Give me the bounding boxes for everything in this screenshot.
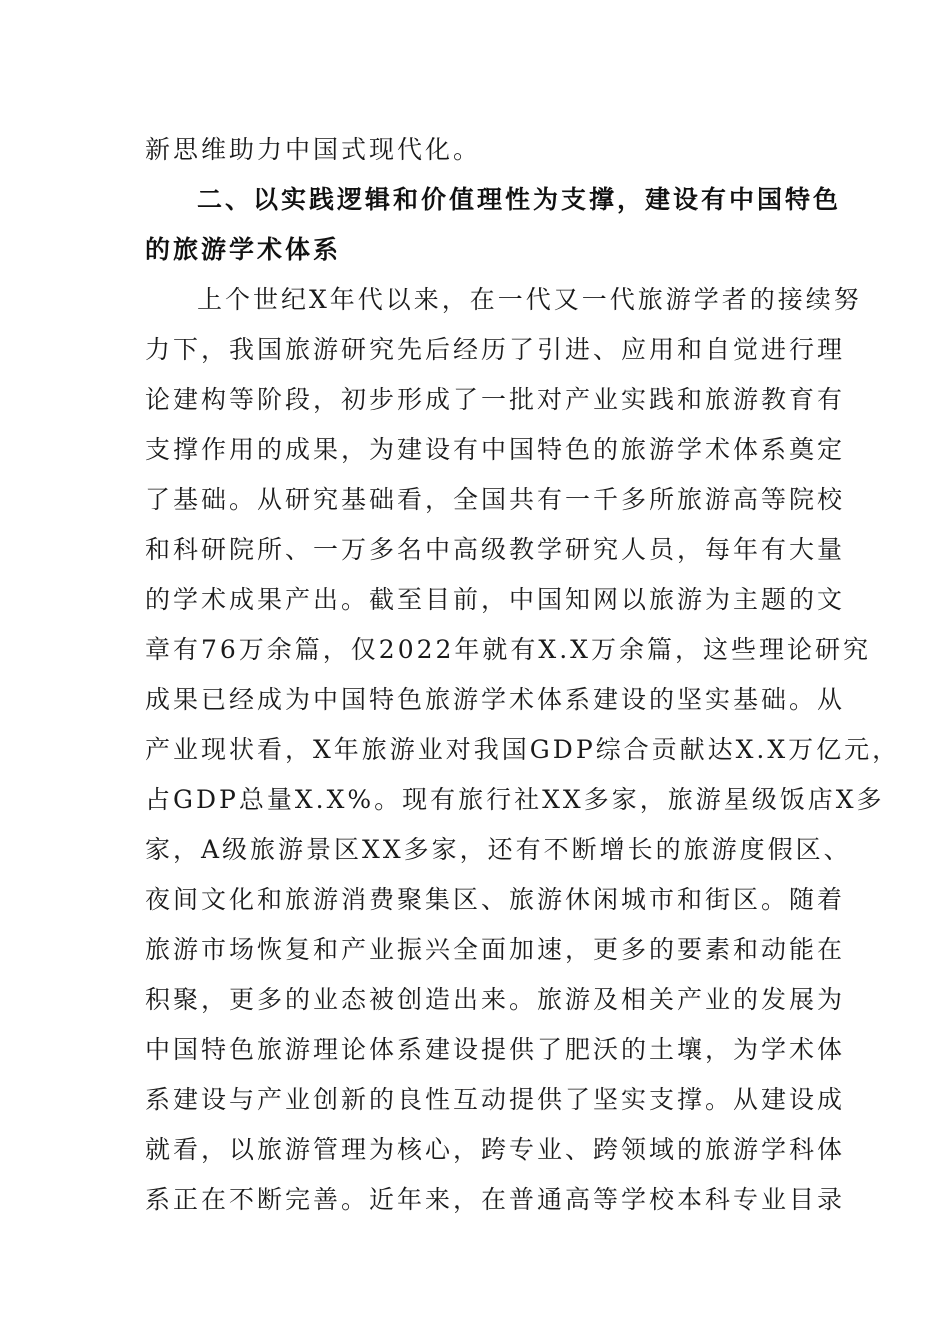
text-line: 和科研院所、一万多名中高级教学研究人员，每年有大量 bbox=[145, 535, 846, 564]
text-line: 新思维助力中国式现代化。 bbox=[145, 135, 482, 164]
text-line: 占GDP总量X.X%。现有旅行社XX多家，旅游星级饭店X多 bbox=[145, 785, 885, 814]
text-line: 支撑作用的成果，为建设有中国特色的旅游学术体系奠定 bbox=[145, 435, 846, 464]
text-line: 家，A级旅游景区XX多家，还有不断增长的旅游度假区、 bbox=[145, 835, 852, 864]
section-heading: 二、以实践逻辑和价值理性为支撑，建设有中国特色 bbox=[197, 185, 842, 214]
text-line: 系正在不断完善。近年来，在普通高等学校本科专业目录 bbox=[145, 1185, 846, 1214]
paragraph-first-line: 上个世纪X年代以来，在一代又一代旅游学者的接续努 bbox=[197, 285, 862, 314]
section-heading-continued: 的旅游学术体系 bbox=[145, 235, 342, 264]
text-line: 积聚，更多的业态被创造出来。旅游及相关产业的发展为 bbox=[145, 985, 846, 1014]
text-line: 就看，以旅游管理为核心，跨专业、跨领域的旅游学科体 bbox=[145, 1135, 846, 1164]
text-line: 的学术成果产出。截至目前，中国知网以旅游为主题的文 bbox=[145, 585, 846, 614]
text-line: 了基础。从研究基础看，全国共有一千多所旅游高等院校 bbox=[145, 485, 846, 514]
text-line: 成果已经成为中国特色旅游学术体系建设的坚实基础。从 bbox=[145, 685, 846, 714]
text-line: 章有76万余篇，仅2022年就有X.X万余篇，这些理论研究 bbox=[145, 635, 871, 664]
text-line: 系建设与产业创新的良性互动提供了坚实支撑。从建设成 bbox=[145, 1085, 846, 1114]
text-line: 论建构等阶段，初步形成了一批对产业实践和旅游教育有 bbox=[145, 385, 846, 414]
text-line: 力下，我国旅游研究先后经历了引进、应用和自觉进行理 bbox=[145, 335, 846, 364]
text-line: 中国特色旅游理论体系建设提供了肥沃的土壤，为学术体 bbox=[145, 1035, 846, 1064]
text-line: 旅游市场恢复和产业振兴全面加速，更多的要素和动能在 bbox=[145, 935, 846, 964]
text-line: 产业现状看，X年旅游业对我国GDP综合贡献达X.X万亿元， bbox=[145, 735, 901, 764]
text-line: 夜间文化和旅游消费聚集区、旅游休闲城市和街区。随着 bbox=[145, 885, 846, 914]
